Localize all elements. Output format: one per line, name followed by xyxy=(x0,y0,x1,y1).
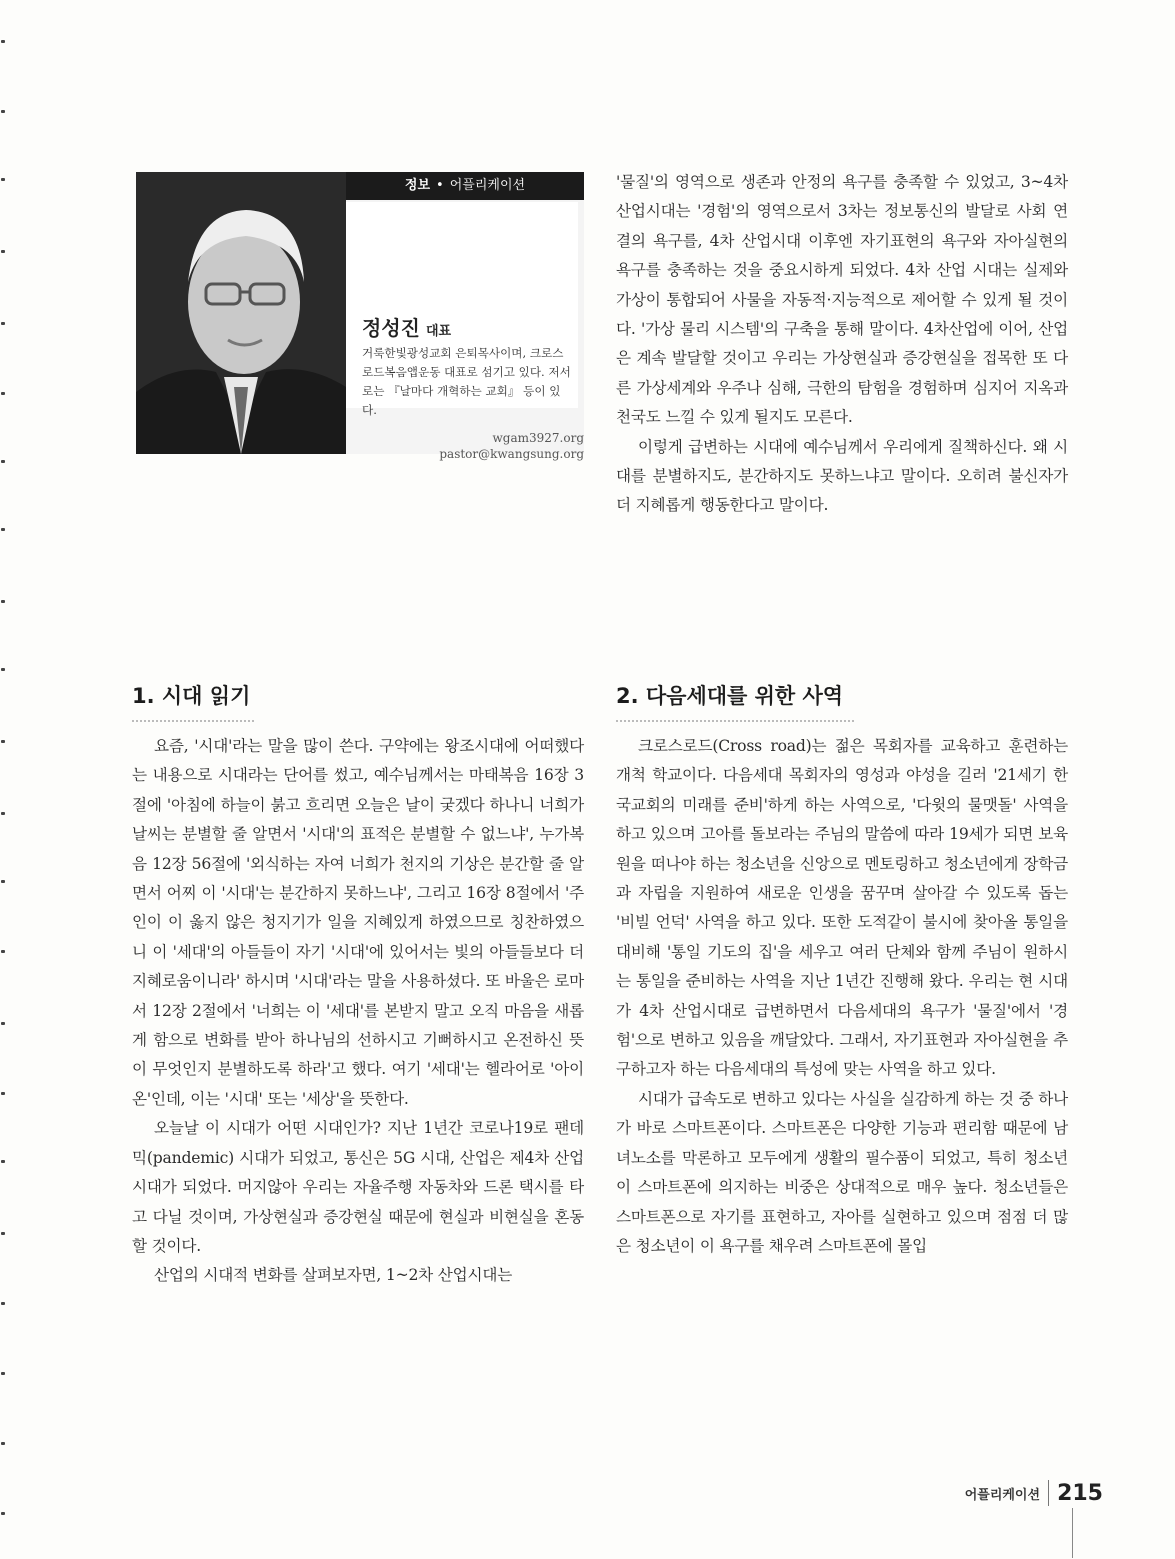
category-bar xyxy=(346,172,584,200)
author-website: wgam3927.org xyxy=(492,431,584,445)
paragraph: 산업의 시대적 변화를 살펴보자면, 1~2차 산업시대는 xyxy=(154,1266,513,1285)
author-email: pastor@kwangsung.org xyxy=(439,447,584,461)
author-role: 대표 xyxy=(425,324,452,339)
category-separator: • xyxy=(436,178,444,193)
author-name: 정성진 xyxy=(362,316,420,340)
author-info-card xyxy=(346,202,578,417)
intro-continued-column xyxy=(616,168,1068,521)
footer-section-name: 어플리케이션 xyxy=(964,1487,1041,1503)
author-profile-box xyxy=(136,172,584,454)
author-bio: 거룩한빛광성교회 은퇴목사이며, 크로스로드복음앱운동 대표로 섬기고 있다. 저서로는 『날마다 개혁하는 교회』 등이 있다. xyxy=(362,346,571,417)
footer-divider xyxy=(1048,1480,1049,1506)
section2-body xyxy=(616,732,1068,1261)
paragraph: '물질'의 영역으로 생존과 안정의 욕구를 충족할 수 있었고, 3~4차 산업시대는 '경험'의 영역으로서 3차는 정보통신의 발달로 사회 연결의 욕구를, 4차 산업시대 이후엔 자기표현의 욕구와 자아실현의 욕구를 충족하는 것을 중요시하게 되었다. 4차 산업 시대는 실제와 가상이 통합되어 사물을 자동적·지능적으로 제어할 수 있게 될 것이다. '가상 물리 시스템'의 구축을 통해 말이다. 4차산업에 이어, 산업은 계속 발달할 것이고 우리는 가상현실과 증강현실을 접목한 또 다른 가상세계와 우주나 심해, 극한의 탐험을 경험하며 심지어 지옥과 천국도 느낄 수 있게 될지도 모른다. xyxy=(616,173,1068,427)
page-footer xyxy=(965,1480,1103,1506)
section-heading-2: 2. 다음세대를 위한 사역 xyxy=(616,680,843,710)
paragraph: 요즘, '시대'라는 말을 많이 쓴다. 구약에는 왕조시대에 어떠했다는 내용으로 시대라는 단어를 썼고, 예수님께서는 마태복음 16장 3절에 '아침에 하늘이 붉고 흐리면 오늘은 날이 궂겠다 하나니 너희가 날씨는 분별할 줄 알면서 '시대'의 표적은 분별할 수 없느냐', 누가복음 12장 56절에 '외식하는 자여 너희가 천지의 기상은 분간할 줄 알면서 어찌 이 '시대'는 분간하지 못하느냐', 그리고 16장 8절에서 '주인이 이 옳지 않은 청지기가 일을 지혜있게 하였으므로 칭찬하였으니 이 '세대'의 아들들이 자기 '시대'에 있어서는 빛의 아들들보다 더 지혜로움이니라' 하시며 '시대'라는 말을 사용하셨다. 또 바울은 로마서 12장 2절에서 '너희는 이 '세대'를 본받지 말고 오직 마음을 새롭게 함으로 변화를 받아 하나님의 선하시고 기뻐하시고 온전하신 뜻이 무엇인지 분별하도록 하라'고 했다. 여기 '세대'는 헬라어로 '아이온'인데, 이는 '시대' 또는 '세상'을 뜻한다. xyxy=(132,737,584,1108)
author-photo xyxy=(136,172,346,454)
page-number: 215 xyxy=(1057,1480,1103,1506)
section-heading-1: 1. 시대 읽기 xyxy=(132,680,250,710)
paragraph: 오늘날 이 시대가 어떤 시대인가? 지난 1년간 코로나19로 팬데믹(pandemic) 시대가 되었고, 통신은 5G 시대, 산업은 제4차 산업시대가 되었다. 머지않아 우리는 자율주행 자동차와 드론 택시를 타고 다닐 것이며, 가상현실과 증강현실 때문에 현실과 비현실을 혼동할 것이다. xyxy=(132,1119,584,1255)
scan-edge-marks xyxy=(0,0,10,1559)
paragraph: 이렇게 급변하는 시대에 예수님께서 우리에게 질책하신다. 왜 시대를 분별하지도, 분간하지도 못하느냐고 말이다. 오히려 불신자가 더 지혜롭게 행동한다고 말이다. xyxy=(616,437,1068,515)
category-sub: 어플리케이션 xyxy=(449,178,526,193)
author-info xyxy=(346,200,584,454)
section1-body xyxy=(132,732,584,1291)
category-main: 정보 xyxy=(404,178,431,193)
footer-rule xyxy=(1072,1508,1073,1558)
paragraph: 시대가 급속도로 변하고 있다는 사실을 실감하게 하는 것 중 하나가 바로 스마트폰이다. 스마트폰은 다양한 기능과 편리함 때문에 남녀노소를 막론하고 모두에게 생활의 필수품이 되었고, 특히 청소년이 스마트폰에 의지하는 비중은 상대적으로 매우 높다. 청소년들은 스마트폰으로 자기를 표현하고, 자아를 실현하고 있으며 점점 더 많은 청소년이 이 욕구를 채우려 스마트폰에 몰입 xyxy=(616,1089,1068,1255)
author-name-line xyxy=(362,312,451,341)
paragraph: 크로스로드(Cross road)는 젊은 목회자를 교육하고 훈련하는 개척 학교이다. 다음세대 목회자의 영성과 야성을 길러 '21세기 한국교회의 미래를 준비'하게 하는 사역으로, '다윗의 물맷돌' 사역을 하고 있으며 고아를 돌보라는 주님의 말씀에 따라 19세가 되면 보육원을 떠나야 하는 청소년을 신앙으로 멘토링하고 청소년에게 장학금과 자립을 지원하여 새로운 인생을 꿈꾸며 살아갈 수 있도록 돕는 '비빌 언덕' 사역을 하고 있다. 또한 도적같이 불시에 찾아올 통일을 대비해 '통일 기도의 집'을 세우고 여러 단체와 함께 주님이 원하시는 통일을 준비하는 사역을 지난 1년간 진행해 왔다. 우리는 현 시대가 4차 산업시대로 급변하면서 다음세대의 욕구가 '물질'에서 '경험'으로 변하고 있음을 깨달았다. 그래서, 자기표현과 자아실현을 추구하고자 하는 다음세대의 특성에 맞는 사역을 하고 있다. xyxy=(616,737,1068,1079)
author-contacts xyxy=(334,430,584,462)
